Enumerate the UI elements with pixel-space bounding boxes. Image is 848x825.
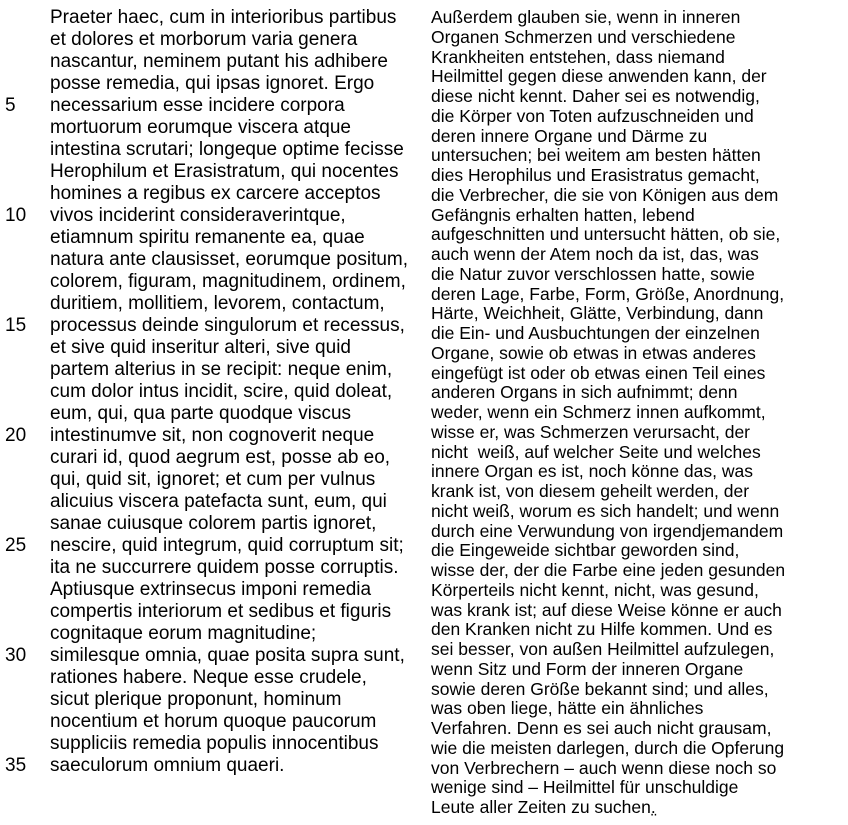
german-line-text: wenige sind – Heilmittel für unschuldige <box>431 777 739 798</box>
line-number <box>5 513 50 535</box>
latin-line-row <box>5 117 425 139</box>
latin-line-row <box>5 623 425 645</box>
latin-line-text: colorem, figuram, magnitudinem, ordinem, <box>50 271 406 292</box>
german-line-text: weder, wenn ein Schmerz innen aufkommt, <box>431 402 766 422</box>
latin-line-text: suppliciis remedia populis innocentibus <box>50 733 379 754</box>
latin-line-text: et sive quid inseritur alteri, sive quid <box>50 337 351 358</box>
latin-line-row <box>5 73 425 95</box>
german-line-text: Verfahren. Denn es sei auch nicht grausam, <box>431 718 772 738</box>
line-number <box>5 249 50 271</box>
latin-line-row <box>5 205 425 227</box>
latin-line-text: cognitaque eorum magnitudine; <box>50 623 317 644</box>
latin-line-row <box>5 139 425 161</box>
german-line-text: Gefängnis erhalten hatten, lebend <box>431 204 695 225</box>
german-line-text: krank ist, von diesem geheilt werden, der <box>431 481 750 501</box>
german-line-text: diese nicht kennt. Daher sei es notwendig, <box>431 86 760 106</box>
german-line-text: Leute aller Zeiten zu suchen. <box>431 797 656 817</box>
german-line-text: wenn Sitz und Form der inneren Organe <box>431 658 744 679</box>
latin-line-row <box>5 337 425 359</box>
latin-line-text: necessarium esse incidere corpora <box>50 95 345 116</box>
latin-line-row <box>5 227 425 249</box>
line-number <box>5 227 50 249</box>
latin-line-text: partem alterius in se recipit: neque enim, <box>50 359 393 380</box>
german-line-text: innere Organ es ist, noch könne das, was <box>431 461 753 482</box>
latin-line-text: compertis interiorum et sedibus et figuris <box>50 601 392 622</box>
german-line-text: eingefügt ist oder ob etwas einen Teil eines <box>431 362 766 383</box>
latin-line-text: sanae cuiusque colorem partis ignoret, <box>50 513 377 534</box>
german-line-text: Heilmittel gegen diese anwenden kann, der <box>431 66 767 87</box>
line-number <box>5 337 50 359</box>
latin-line-text: etiamnum spiritu remanente ea, quae <box>50 227 365 248</box>
line-number <box>5 689 50 711</box>
line-number <box>5 271 50 293</box>
german-line-text: Organen Schmerzen und verschiedene <box>431 26 736 47</box>
german-line-text: Krankheiten entstehen, dass niemand <box>431 46 725 67</box>
latin-line-row <box>5 447 425 469</box>
latin-line-row <box>5 579 425 601</box>
german-line-text: sowie deren Größe bekannt sind; und alles, <box>431 678 769 699</box>
german-line-text: was oben liege, hätte ein ähnliches <box>431 698 704 719</box>
latin-line-row <box>5 711 425 733</box>
latin-line-text: Aptiusque extrinsecus imponi remedia <box>50 579 372 600</box>
latin-line-text: Herophilum et Erasistratum, qui nocentes <box>50 161 399 182</box>
line-number <box>5 447 50 469</box>
latin-line-row <box>5 425 425 447</box>
latin-line-row <box>5 601 425 623</box>
german-line-text: sei besser, von außen Heilmittel aufzulegen, <box>431 639 775 659</box>
latin-line-text: natura ante clausisset, eorumque positum, <box>50 249 409 270</box>
latin-line-row <box>5 469 425 491</box>
german-line-text: die Natur zuvor verschlossen hatte, sowie <box>431 263 755 284</box>
latin-line-text: nescire, quid integrum, quid corruptum sit; <box>50 535 404 556</box>
latin-line-row <box>5 161 425 183</box>
german-line-text: die Verbrecher, die sie von Königen aus dem <box>431 184 779 205</box>
latin-line-row <box>5 51 425 73</box>
latin-line-text: mortuorum eorumque viscera atque <box>50 117 351 138</box>
german-line-text: Außerdem glauben sie, wenn in inneren <box>431 7 741 27</box>
latin-line-text: nocentium et horum quoque paucorum <box>50 711 377 732</box>
german-line-text: den Kranken nicht zu Hilfe kommen. Und es <box>431 619 773 640</box>
latin-line-text: saeculorum omnium quaeri. <box>50 755 285 776</box>
latin-line-text: intestina scrutari; longeque optime fecisse <box>50 139 404 160</box>
latin-line-text: homines a regibus ex carcere acceptos <box>50 183 381 204</box>
german-line-text: anderen Organs in sich aufnimmt; denn <box>431 382 738 403</box>
latin-line-text: qui, quid sit, ignoret; et cum per vulnus <box>50 469 376 490</box>
latin-line-row <box>5 733 425 755</box>
latin-line-row <box>5 315 425 337</box>
line-number: 30 <box>5 645 27 666</box>
german-line-text: dies Herophilus und Erasistratus gemacht, <box>431 165 760 185</box>
clipped-next-line-artifact: ¨ <box>651 813 657 825</box>
line-number <box>5 359 50 381</box>
german-line-text: untersuchen; bei weitem am besten hätten <box>431 145 761 166</box>
latin-line-text: processus deinde singulorum et recessus, <box>50 315 405 336</box>
latin-line-text: duritiem, mollitiem, levorem, contactum, <box>50 293 385 314</box>
latin-line-text: cum dolor intus incidit, scire, quid doleat, <box>50 381 393 402</box>
latin-line-text: rationes habere. Neque esse crudele, <box>50 667 367 688</box>
german-line-text: von Verbrechern – auch wenn diese noch so <box>431 757 777 778</box>
german-line-text: die Ein- und Ausbuchtungen der einzelnen <box>431 323 760 343</box>
german-translation-column <box>431 8 843 818</box>
latin-line-text: Praeter haec, cum in interioribus partibus <box>50 7 397 28</box>
latin-line-row <box>5 403 425 425</box>
latin-line-row <box>5 535 425 557</box>
latin-line-row <box>5 95 425 117</box>
german-line-text: die Eingeweide sichtbar geworden sind, <box>431 540 740 561</box>
latin-line-row <box>5 249 425 271</box>
german-line-text: nicht weiß, auf welcher Seite und welches <box>431 441 761 462</box>
german-line-text: Organe, sowie ob etwas in etwas anderes <box>431 342 756 363</box>
latin-line-text: ita ne succurrere quidem posse corruptis. <box>50 557 399 578</box>
latin-line-row <box>5 359 425 381</box>
line-number <box>5 73 50 95</box>
latin-line-row <box>5 667 425 689</box>
german-line-text: deren innere Organe und Därme zu <box>431 125 708 146</box>
latin-line-row <box>5 381 425 403</box>
german-line-text: wisse der, der die Farbe eine jeden gesunden <box>431 560 786 580</box>
line-number <box>5 183 50 205</box>
german-line-text: deren Lage, Farbe, Form, Größe, Anordnung, <box>431 283 785 304</box>
german-line-text: durch eine Verwundung von irgendjemandem <box>431 520 784 541</box>
latin-line-text: sicut plerique proponunt, hominum <box>50 689 342 710</box>
german-line-text: wie die meisten darlegen, durch die Opferung <box>431 737 785 758</box>
latin-line-text: curari id, quod aegrum est, posse ab eo, <box>50 447 391 468</box>
latin-line-text: vivos inciderint consideraverintque, <box>50 205 346 226</box>
latin-line-text: et dolores et morborum varia genera <box>50 29 358 50</box>
line-number <box>5 579 50 601</box>
latin-line-text: posse remedia, qui ipsas ignoret. Ergo <box>50 73 375 94</box>
latin-line-row <box>5 491 425 513</box>
german-line-text: die Körper von Toten aufzuschneiden und <box>431 105 754 126</box>
line-number <box>5 557 50 579</box>
line-number: 20 <box>5 425 27 446</box>
line-number <box>5 403 50 425</box>
german-line-text: wisse er, was Schmerzen verursacht, der <box>431 421 751 442</box>
line-number <box>5 491 50 513</box>
line-number <box>5 7 50 29</box>
latin-line-row <box>5 7 425 29</box>
german-line-text: Körperteils nicht kennt, nicht, was gesund, <box>431 579 759 600</box>
german-line-text: aufgeschnitten und untersucht hätten, ob sie, <box>431 224 781 245</box>
german-line-text: Härte, Weichheit, Glätte, Verbindung, dann <box>431 303 764 324</box>
line-number <box>5 623 50 645</box>
line-number: 35 <box>5 755 27 776</box>
latin-line-row <box>5 271 425 293</box>
latin-line-row <box>5 755 425 777</box>
latin-text-column <box>5 7 425 777</box>
latin-line-text: alicuius viscera patefacta sunt, eum, qui <box>50 491 387 512</box>
line-number <box>5 139 50 161</box>
line-number <box>5 29 50 51</box>
line-number <box>5 293 50 315</box>
line-number: 10 <box>5 205 27 226</box>
latin-line-row <box>5 645 425 667</box>
latin-line-row <box>5 293 425 315</box>
latin-line-row <box>5 29 425 51</box>
line-number <box>5 381 50 403</box>
line-number <box>5 601 50 623</box>
latin-line-text: intestinumve sit, non cognoverit neque <box>50 425 375 446</box>
line-number <box>5 733 50 755</box>
line-number: 15 <box>5 315 27 336</box>
latin-line-row <box>5 557 425 579</box>
line-number <box>5 711 50 733</box>
line-number <box>5 117 50 139</box>
latin-line-row <box>5 183 425 205</box>
german-line-text: nicht weiß, worum es sich handelt; und wenn <box>431 500 780 521</box>
latin-line-text: similesque omnia, quae posita supra sunt, <box>50 645 405 666</box>
line-number <box>5 667 50 689</box>
line-number: 5 <box>5 95 16 116</box>
line-number <box>5 161 50 183</box>
latin-line-text: eum, qui, qua parte quodque viscus <box>50 403 352 424</box>
line-number <box>5 469 50 491</box>
latin-line-text: nascantur, neminem putant his adhibere <box>50 51 388 72</box>
german-line-text: auch wenn der Atem noch da ist, das, was <box>431 244 759 264</box>
german-line-text: was krank ist; auf diese Weise könne er auch <box>431 599 782 620</box>
line-number <box>5 51 50 73</box>
latin-line-row <box>5 689 425 711</box>
line-number: 25 <box>5 535 27 556</box>
latin-line-row <box>5 513 425 535</box>
